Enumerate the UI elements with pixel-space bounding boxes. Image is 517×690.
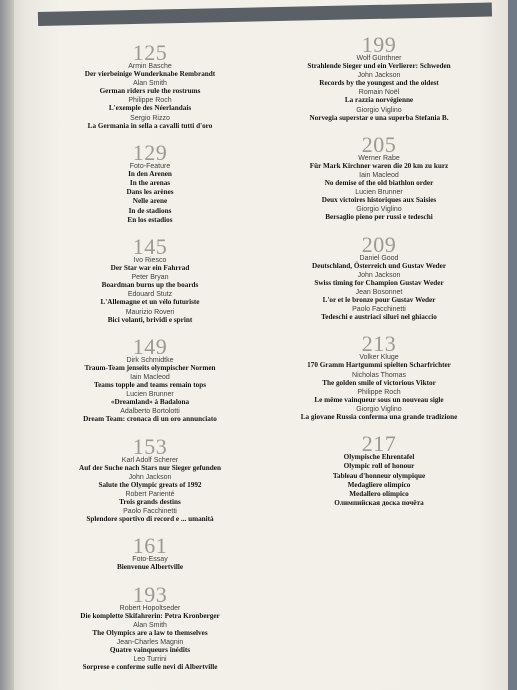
- page-number: 129: [132, 139, 168, 165]
- toc-entry: [52, 139, 248, 224]
- top-header-band: [38, 2, 492, 26]
- article-title: Die komplette Skifahrerin: Petra Kronberger: [80, 611, 220, 620]
- toc-right-column: [270, 34, 488, 519]
- article-title: Trois grands destins: [119, 498, 181, 507]
- article-title: Boardman burns up the boards: [101, 281, 199, 290]
- article-title: Bienvenue Albertville: [116, 563, 184, 572]
- toc-entry: [52, 433, 248, 524]
- article-author: Philippe Roch: [128, 97, 172, 105]
- article-title: Swiss timing for Champion Gustav Weder: [314, 278, 444, 287]
- article-author: Werner Rabe: [358, 154, 400, 162]
- toc-entry: [270, 34, 488, 122]
- article-author: Lucien Brunner: [126, 391, 174, 399]
- book-spine-shadow: [0, 0, 14, 690]
- article-title: Teams topple and teams remain tops: [93, 381, 206, 390]
- page-number: 205: [361, 131, 397, 157]
- article-title: In the arenas: [129, 179, 171, 188]
- article-author: Iain Macleod: [130, 374, 170, 382]
- toc-entry: [52, 236, 248, 324]
- article-author: Armin Basche: [128, 63, 172, 70]
- article-title: Dream Team: cronaca di un oro annunciato: [83, 415, 217, 424]
- article-author: Adalberto Bortolotti: [120, 408, 180, 416]
- article-title: La razzia norvégienne: [344, 96, 414, 105]
- article-title: Quatre vainqueurs inédits: [109, 646, 191, 655]
- toc-entry: [270, 131, 488, 222]
- article-author: Dirk Schmidtke: [126, 356, 174, 364]
- toc-entry: [270, 231, 488, 322]
- article-author: Lucien Brunner: [355, 189, 403, 197]
- article-title: Sorprese e conferme sulle nevi di Albertville: [82, 663, 218, 672]
- toc-entry: [52, 42, 248, 130]
- article-title: La giovane Russia conferma una grande tradizione: [300, 413, 458, 422]
- article-title: Tableau d'honneur olympique: [332, 471, 426, 480]
- article-author: Foto-Feature: [129, 162, 171, 170]
- article-title: L'Allemagne et un vélo futuriste: [100, 298, 200, 307]
- article-title: Der Star war ein Fahrrad: [110, 264, 190, 273]
- article-author: Giorgio Viglino: [356, 106, 402, 114]
- page-number: 209: [361, 231, 397, 257]
- article-author: Daniel Good: [359, 254, 399, 262]
- article-author: Alan Smith: [133, 80, 167, 88]
- article-author: John Jackson: [128, 473, 172, 481]
- article-author: Nicholas Thomas: [352, 371, 406, 379]
- toc-left-column: [52, 42, 248, 683]
- article-title: Олимпийская доска почёта: [334, 499, 424, 508]
- article-author: Volker Kluge: [359, 354, 399, 362]
- article-title: La Germania in sella a cavalli tutti d'oro: [87, 121, 213, 130]
- article-title: Bici volanti, brividi e sprint: [107, 315, 193, 324]
- article-title: Medagliere olimpico: [347, 480, 411, 489]
- article-author: Romain Noël: [358, 89, 400, 97]
- article-title: No demise of the old biathlon order: [324, 179, 434, 188]
- page-number: 153: [132, 433, 168, 459]
- article-title: Olympic roll of honour: [343, 462, 415, 471]
- article-title: L'or et le bronze pour Gustav Weder: [322, 296, 436, 305]
- toc-entry: [52, 581, 248, 672]
- toc-entry: [270, 433, 488, 507]
- toc-entry: [52, 333, 248, 424]
- article-title: Splendore sportivo di record e ... umanità: [86, 515, 214, 524]
- article-author: Leo Turrini: [133, 656, 167, 664]
- article-title: Dans les arènes: [126, 188, 174, 197]
- article-author: John Jackson: [357, 72, 401, 80]
- article-title: The golden smile of victorious Viktor: [322, 378, 436, 387]
- article-title: German riders rule the rostrums: [99, 87, 201, 96]
- page-number: 149: [132, 333, 168, 359]
- article-title: Nelle arene: [132, 197, 168, 206]
- page-number: 217: [361, 431, 397, 457]
- article-title: Le même vainqueur sous un nouveau sigle: [314, 395, 444, 404]
- article-title: The Olympics are a law to themselves: [92, 628, 208, 637]
- article-author: Robert Hopoltseder: [119, 604, 181, 612]
- article-title: In den Arenen: [128, 169, 172, 178]
- article-title: 170 Gramm Hartgummi spielten Scharfrichter: [307, 361, 451, 370]
- article-title: Records by the youngest and the oldest: [319, 79, 439, 88]
- article-title: En los estadios: [127, 215, 173, 224]
- article-title: In de stadions: [128, 206, 172, 215]
- article-title: Norvegia superstar e una superba Stefania B.: [309, 113, 449, 122]
- article-author: Jean-Charles Magnin: [116, 639, 184, 647]
- page-number: 125: [132, 40, 168, 65]
- article-author: Karl Adolf Scherer: [121, 456, 179, 464]
- article-author: Giorgio Viglino: [356, 406, 402, 414]
- article-author: Iain Macleod: [359, 172, 399, 180]
- article-author: Jean Bosonnet: [355, 289, 403, 297]
- article-author: Wolf Günthner: [356, 55, 402, 62]
- article-title: Deutschland, Österreich und Gustav Weder: [311, 261, 447, 270]
- article-author: Paolo Facchinetti: [352, 306, 406, 314]
- article-title: Auf der Suche nach Stars nur Sieger gefunden: [79, 463, 221, 472]
- article-author: Giorgio Viglino: [356, 206, 402, 214]
- article-author: Paolo Facchinetti: [123, 508, 177, 516]
- article-title: L'exemple des Néerlandais: [108, 104, 192, 113]
- article-author: Peter Bryan: [131, 274, 169, 282]
- page-number: 213: [361, 331, 397, 357]
- article-author: Alan Smith: [133, 621, 167, 629]
- article-title: Tedeschi e austriaci siluri nel ghiaccio: [321, 313, 437, 322]
- article-title: Traum-Team jenseits olympischer Normen: [84, 363, 216, 372]
- article-title: Medallero olímpico: [349, 490, 409, 499]
- page-number: 199: [361, 32, 397, 57]
- toc-entry: [52, 535, 248, 571]
- article-title: Deux victoires historiques aux Saisies: [321, 196, 437, 205]
- article-author: Edouard Stutz: [127, 291, 173, 299]
- page-number: 161: [132, 533, 168, 559]
- article-author: Philippe Roch: [357, 388, 401, 396]
- page-number: 145: [132, 234, 168, 260]
- article-author: Robert Parienté: [125, 491, 175, 499]
- article-author: Foto-Essay: [132, 556, 168, 564]
- toc-entry: [270, 333, 488, 421]
- article-author: John Jackson: [357, 271, 401, 279]
- article-title: Bersaglio pieno per russi e tedeschi: [325, 213, 433, 222]
- article-author: Sergio Rizzo: [130, 114, 170, 122]
- page-number: 193: [132, 581, 168, 607]
- article-author: Ivo Riesco: [133, 257, 167, 265]
- article-title: Für Mark Kirchner waren die 20 km zu kurz: [309, 161, 449, 170]
- article-title: Salute the Olympic greats of 1992: [98, 480, 202, 489]
- article-title: Strahlende Sieger und ein Verlierer: Schweden: [307, 62, 451, 70]
- article-title: «Dreamland» à Badalona: [110, 398, 190, 407]
- article-author: Maurizio Roveri: [125, 308, 175, 316]
- article-title: Der vierbeinige Wunderknabe Rembrandt: [84, 70, 216, 78]
- article-title: Olympische Ehrentafel: [343, 453, 415, 462]
